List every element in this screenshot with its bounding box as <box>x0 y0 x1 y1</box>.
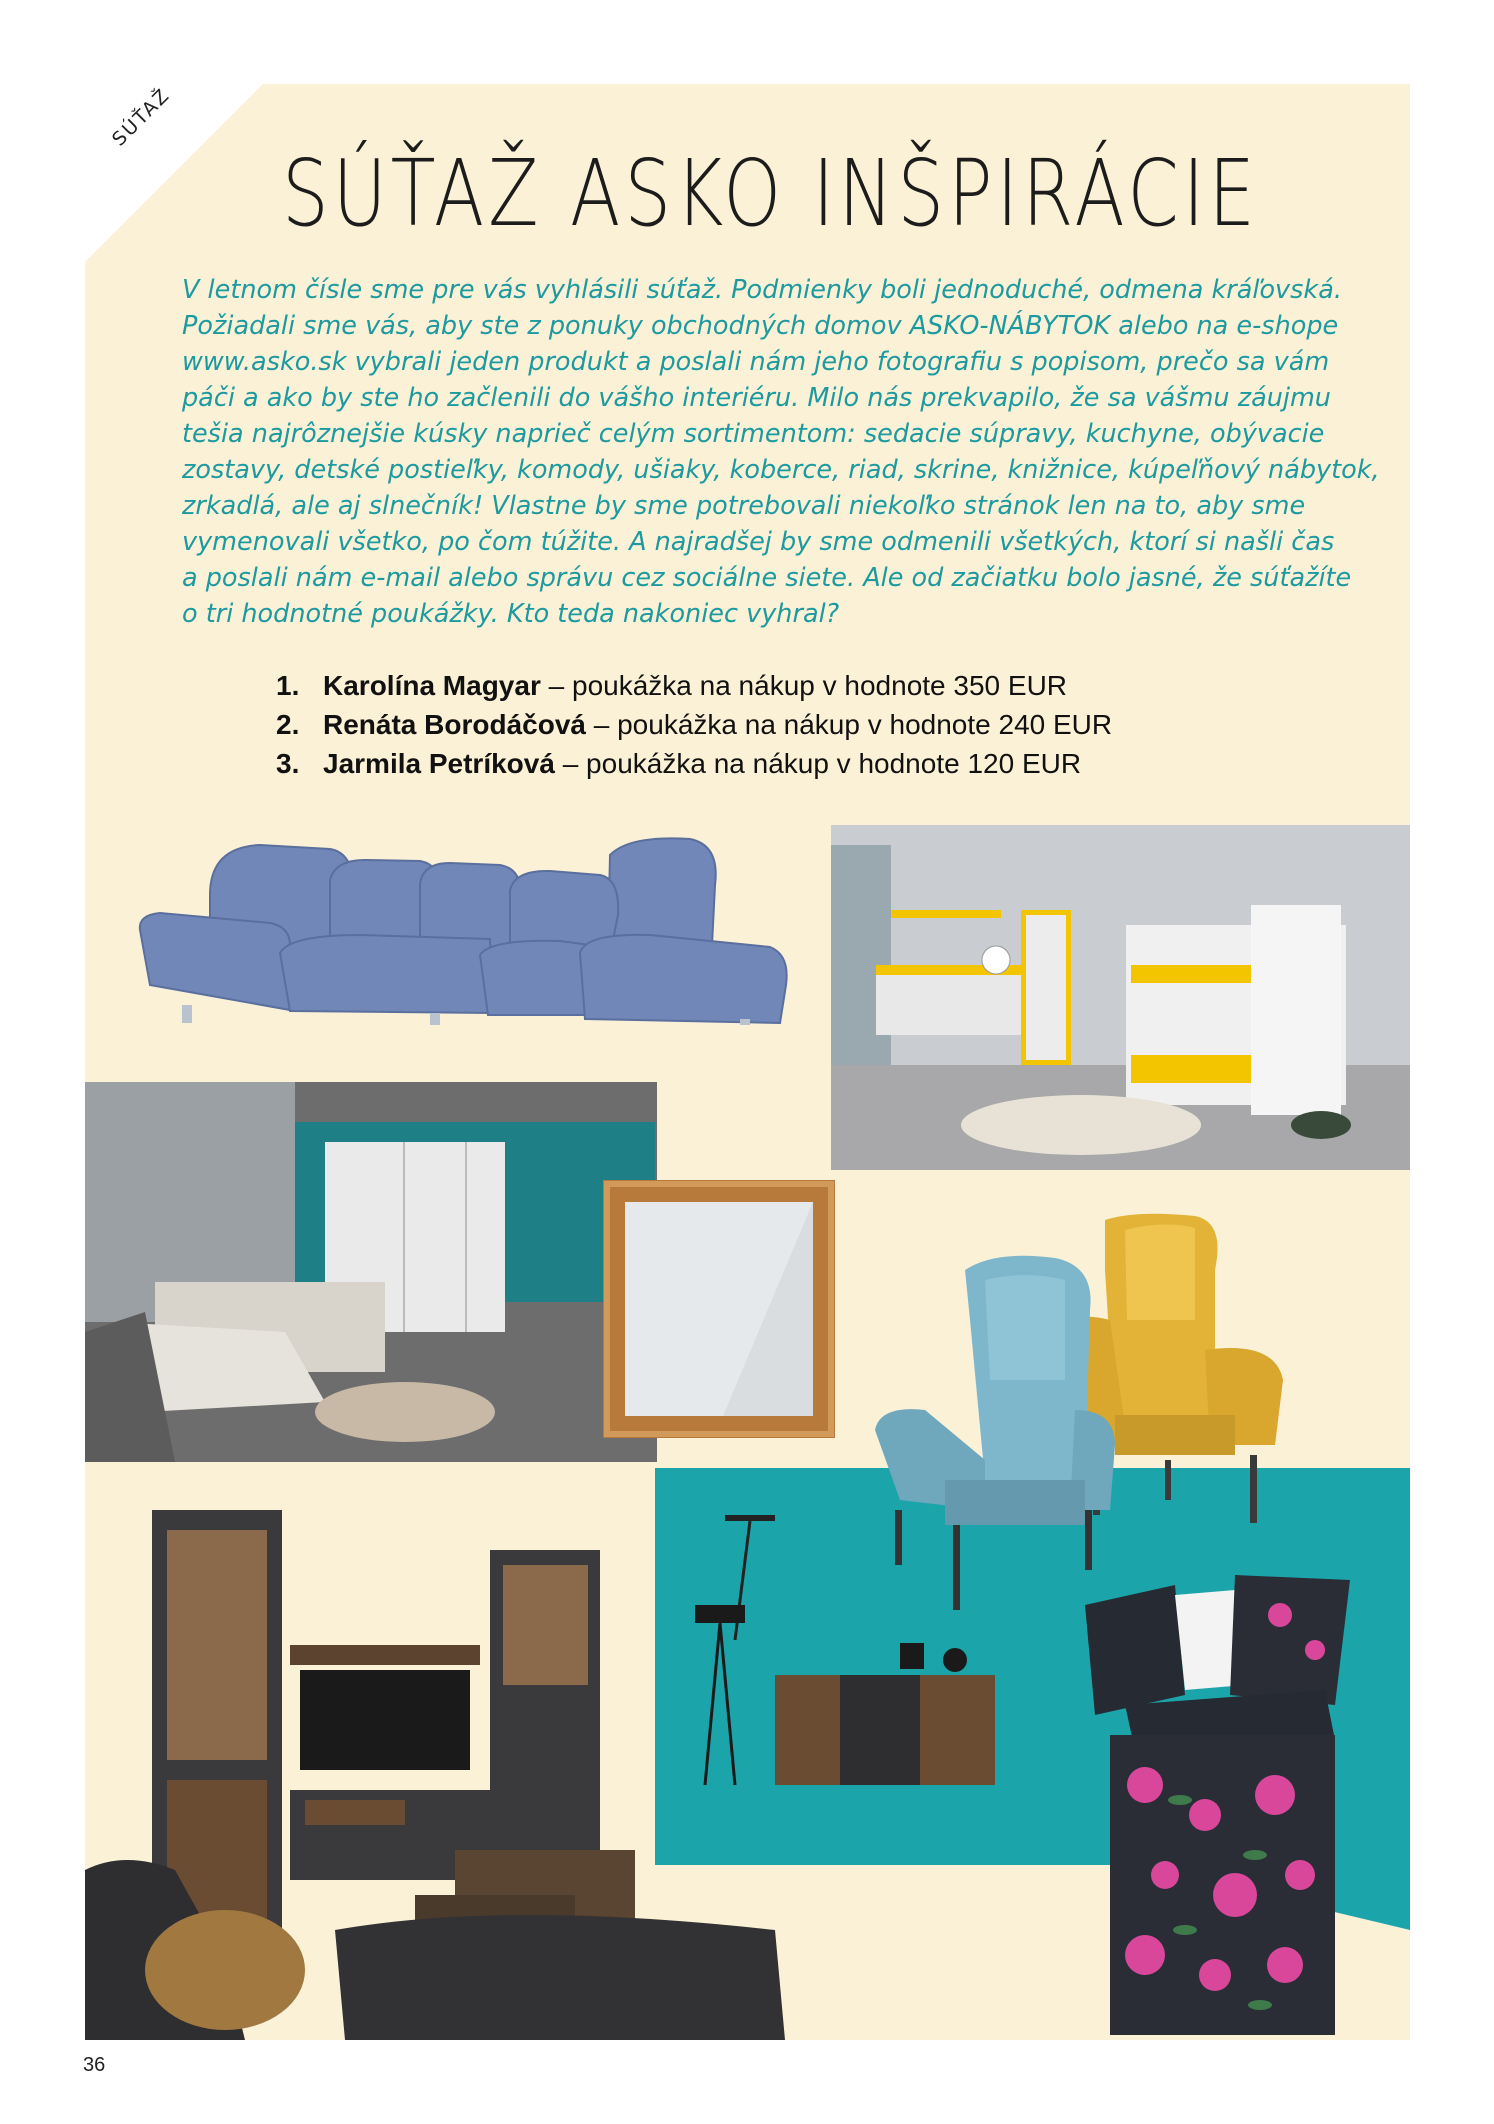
gold-mirror-image <box>603 1180 835 1438</box>
section-label: SÚŤAŽ <box>108 83 175 151</box>
intro-line: V letnom čísle sme pre vás vyhlásili súťaž. Podmienky boli jednoduché, odmena kráľovská. <box>182 275 1342 305</box>
intro-paragraph <box>182 272 1380 632</box>
winner-name: Karolína Magyar <box>323 670 541 701</box>
intro-line: www.asko.sk vybrali jeden produkt a poslali nám jeho fotografiu s popisom, prečo sa vám <box>182 347 1330 377</box>
wing-armchairs-image <box>865 1210 1395 1610</box>
blue-corner-sofa-image <box>130 835 810 1025</box>
page-number: 36 <box>83 2054 106 2076</box>
intro-line: vymenovali všetko, po čom túžite. A najradšej by sme odmenili všetkých, ktorí si našli čas <box>182 527 1335 557</box>
winners-list <box>276 666 1112 783</box>
winner-prize: – poukážka na nákup v hodnote 350 EUR <box>540 670 1068 701</box>
white-bedroom-image <box>85 1082 657 1462</box>
intro-line: páči a ako by ste ho začlenili do vášho interiéru. Milo nás prekvapilo, že sa vášmu záujmu <box>182 383 1331 413</box>
intro-line: zostavy, detské postieľky, komody, ušiaky, koberce, riad, skrine, knižnice, kúpeľňový nábytok, <box>182 455 1380 485</box>
page-title: SÚŤAŽ ASKO INŠPIRÁCIE <box>282 140 1260 247</box>
winner-item <box>276 744 1112 783</box>
winner-prize: – poukážka na nákup v hodnote 120 EUR <box>554 748 1082 779</box>
living-room-wall-unit-image <box>85 1490 785 2040</box>
intro-line: zrkadlá, ale aj slnečník! Vlastne by sme potrebovali niekoľko stránok len na to, aby sme <box>182 491 1306 521</box>
floral-bedding-image <box>1085 1575 1405 2040</box>
winner-name: Jarmila Petríková <box>323 748 555 779</box>
winner-prize: – poukážka na nákup v hodnote 240 EUR <box>585 709 1113 740</box>
sideboard-image <box>695 1595 1015 1795</box>
winner-name: Renáta Borodáčová <box>323 709 586 740</box>
blue-armchair <box>875 1256 1115 1610</box>
intro-line: o tri hodnotné poukážky. Kto teda nakoniec vyhral? <box>182 599 840 629</box>
intro-line: Požiadali sme vás, aby ste z ponuky obchodných domov ASKO-NÁBYTOK alebo na e-shope <box>182 311 1339 341</box>
winner-rank: 1. <box>276 670 300 701</box>
winner-item <box>276 666 1112 705</box>
winner-rank: 2. <box>276 709 300 740</box>
winner-item <box>276 705 1112 744</box>
kids-room-bunk-bed-image <box>831 825 1410 1170</box>
winner-rank: 3. <box>276 748 300 779</box>
intro-line: a poslali nám e-mail alebo správu cez sociálne siete. Ale od začiatku bolo jasné, že súťažíte <box>182 563 1352 593</box>
intro-line: tešia najrôznejšie kúsky naprieč celým sortimentom: sedacie súpravy, kuchyne, obývacie <box>182 419 1325 449</box>
